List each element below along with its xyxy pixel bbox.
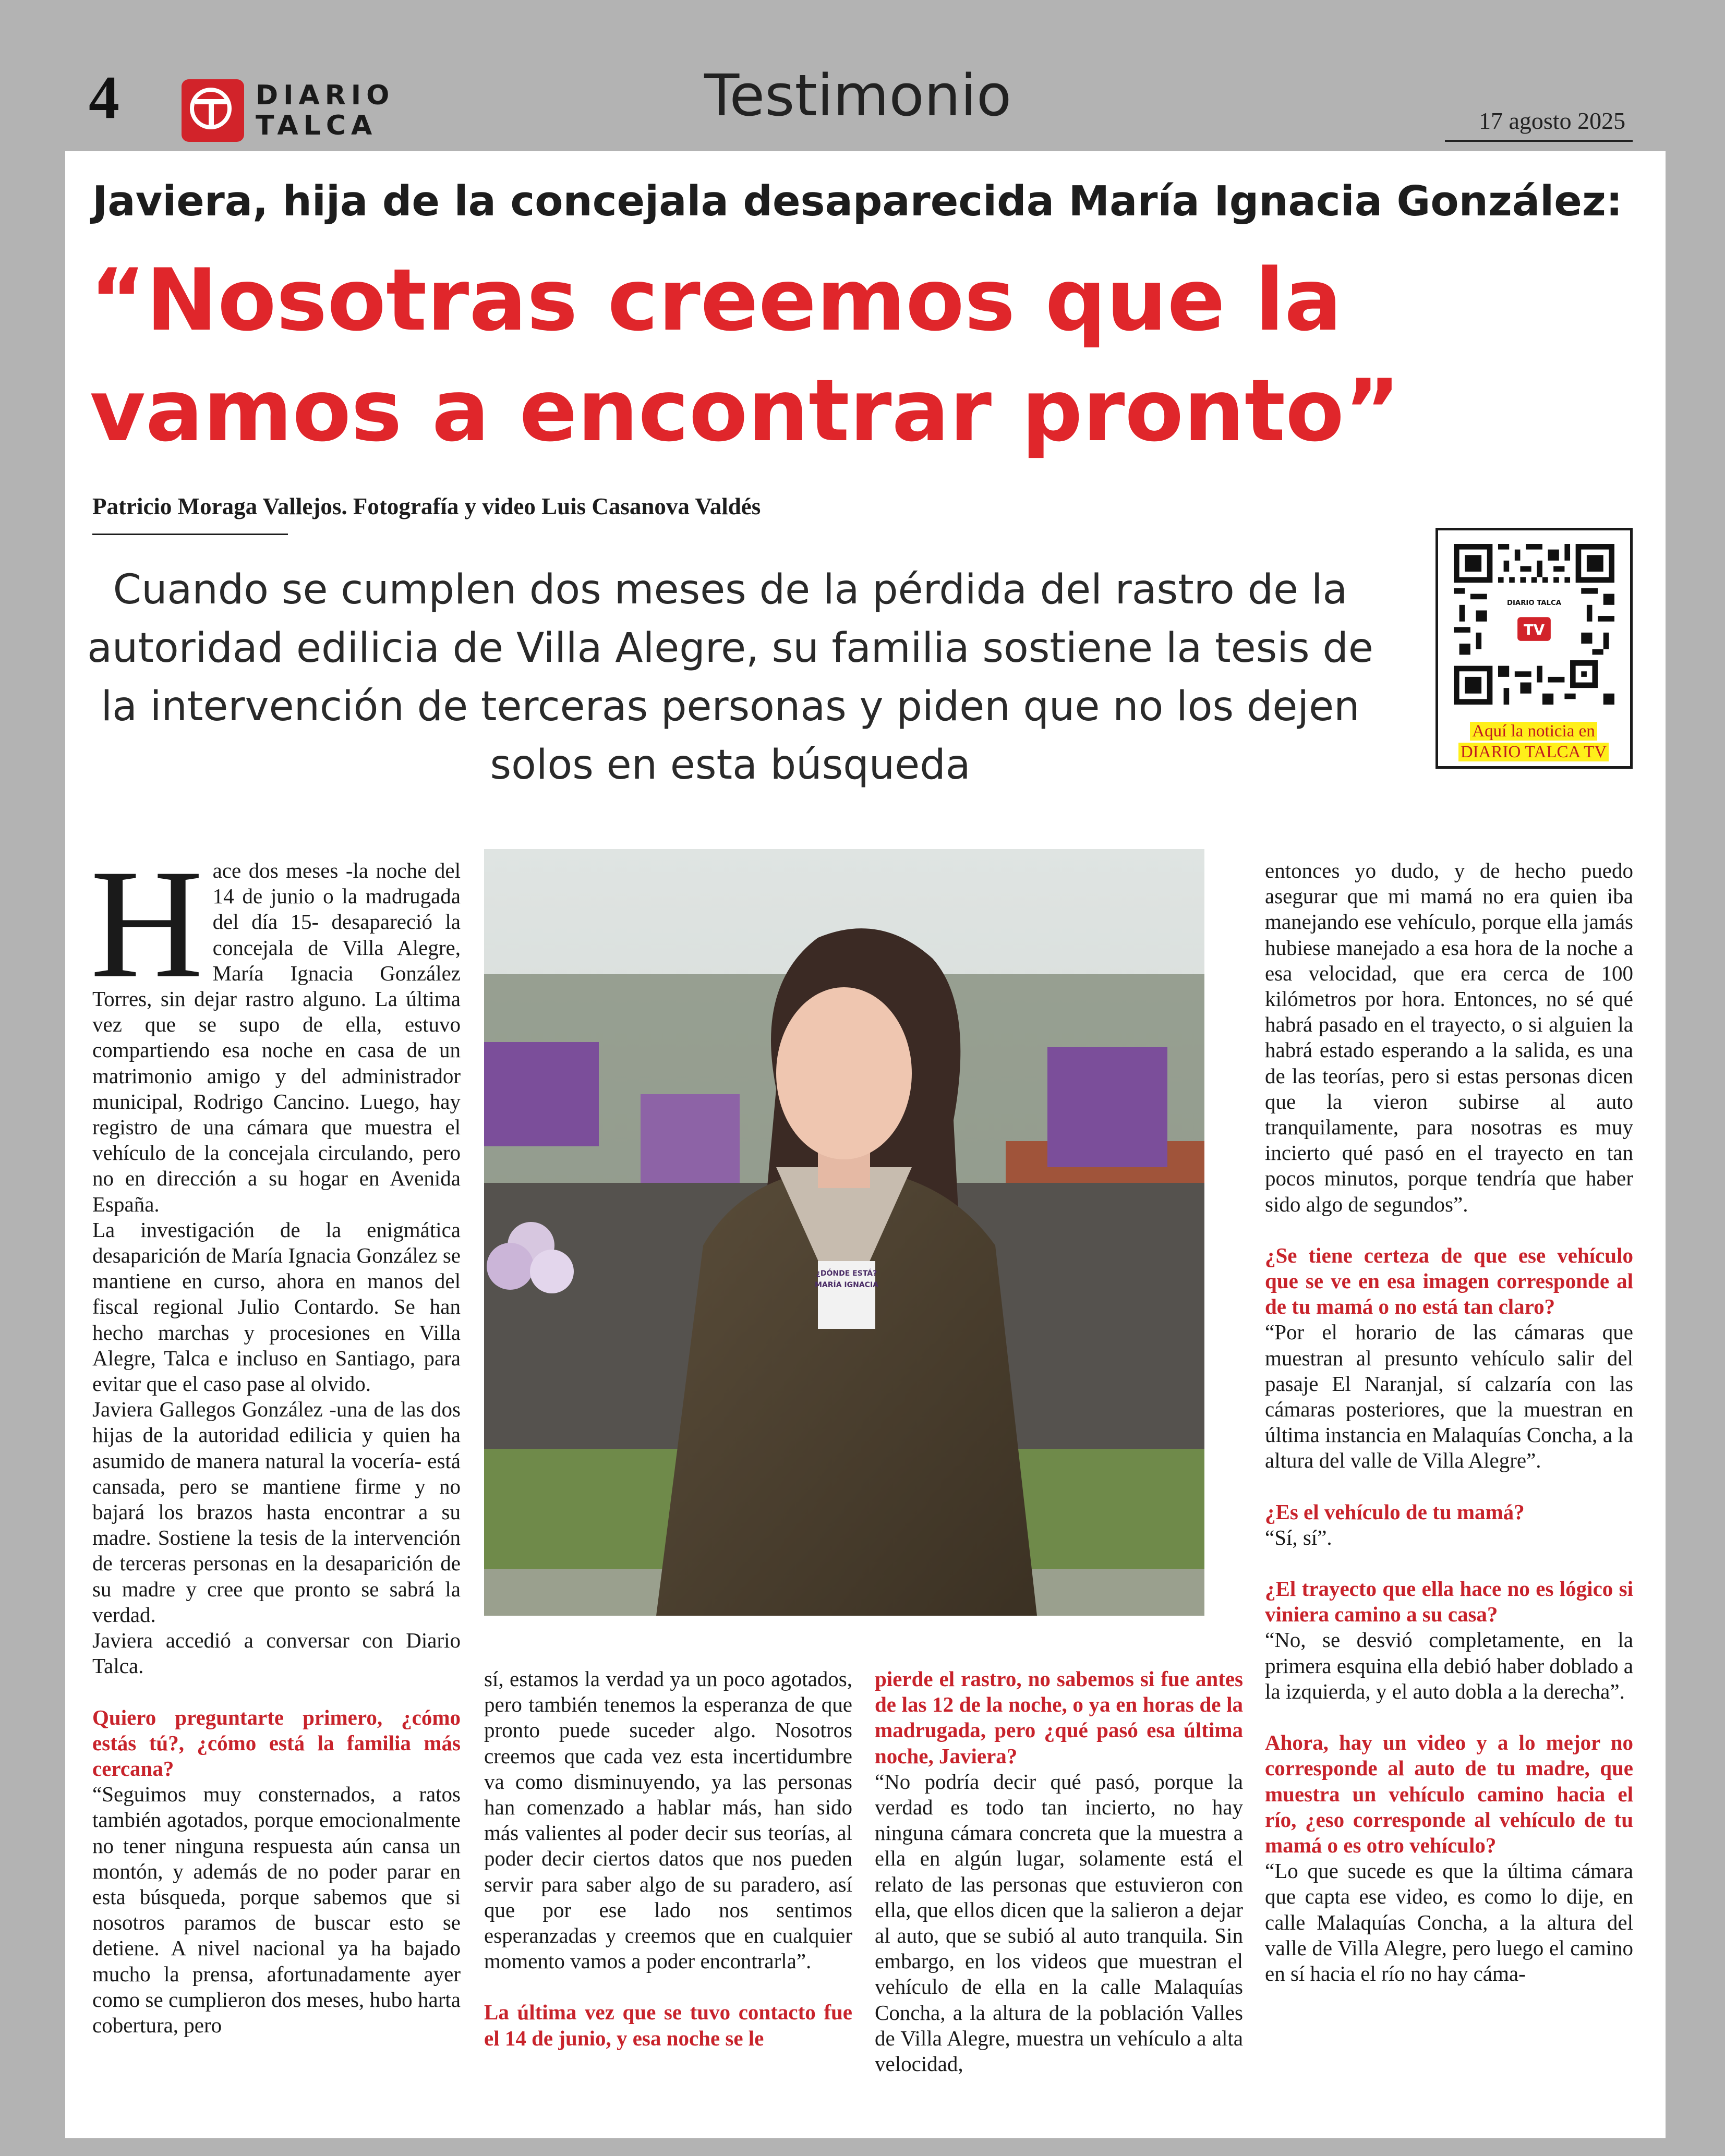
- interview-answer: “Seguimos muy consternados, a ratos también agotados, porque emocionalmente no tener ninguna respuesta aún cansa un montón, y además de no poder parar en esta búsqueda, porque sabemos que si nosotros paramos de buscar esto se detiene. A nivel nacional ya ha bajado mucho la prensa, afortunadamente ayer como se cumplieron dos meses, hubo harta cobertura, pero: [92, 1782, 461, 2037]
- body-paragraph: ace dos meses -la noche del 14 de junio o la madrugada del día 15- desapareció la concejala de Villa Alegre, María Ignacia González Torres, sin dejar rastro alguno. La última vez que se supo de ella, estuvo compartiendo esa noche en casa de un matrimonio amigo y del administrador municipal, Rodrigo Cancino. Luego, hay registro de una cámara que muestra el vehículo de la concejala circulando, pero no en dirección a su hogar en Avenida España.: [92, 858, 461, 1216]
- page-number: 4: [89, 63, 119, 131]
- interview-question: La última vez que se tuvo contacto fue el 14 de junio, y esa noche se le: [484, 2000, 852, 2050]
- date-underline: [1445, 140, 1633, 142]
- article-standfirst: Cuando se cumplen dos meses de la pérdida del rastro de la autoridad edilicia de Villa Alegre, su familia sostiene la tesis de la intervención de terceras personas y piden que no los dejen solos en esta búsqueda: [87, 566, 1373, 789]
- logo-line-2: TALCA: [256, 110, 378, 141]
- article-column-1: [90, 837, 461, 2038]
- article-byline: Patricio Moraga Vallejos. Fotografía y video Luis Casanova Valdés: [92, 493, 761, 519]
- interview-answer: “Sí, sí”.: [1265, 1525, 1332, 1549]
- photo-sign-line-1: ¿DÓNDE ESTÁ?: [816, 1269, 877, 1278]
- byline-rule: [92, 534, 288, 535]
- article-kicker: Javiera, hija de la concejala desaparecida María Ignacia González:: [92, 177, 1623, 225]
- body-paragraph: La investigación de la enigmática desaparición de María Ignacia González se mantiene en curso, ahora en manos del fiscal regional Julio Contardo. Se han hecho marchas y procesiones en Villa Alegre, Talca e incluso en Santiago, para evitar que el caso pase al olvido.: [92, 1217, 461, 1396]
- article-column-4: [1265, 858, 1633, 1987]
- qr-badge-label: DIARIO TALCA: [1506, 599, 1562, 607]
- section-title: Testimonio: [704, 62, 1012, 129]
- body-paragraph: Javiera accedió a conversar con Diario Talca.: [92, 1628, 461, 1678]
- qr-caption-line-2: DIARIO TALCA TV: [1458, 743, 1609, 761]
- interview-question: ¿Se tiene certeza de que ese vehículo que se ve en esa imagen corresponde al de tu mamá o no está tan claro?: [1265, 1243, 1633, 1319]
- logo-line-1: DIARIO: [256, 80, 395, 111]
- qr-caption-line-1: Aquí la noticia en: [1470, 722, 1597, 741]
- interview-question: pierde el rastro, no sabemos si fue antes de las 12 de la noche, o ya en horas de la madrugada, pero ¿qué pasó esa última noche, Javiera?: [875, 1667, 1243, 1768]
- article-column-2: [484, 1666, 852, 2051]
- interview-answer: “No podría decir qué pasó, porque la verdad es todo tan incierto, no hay ninguna cámara concreta que la muestra a ella en algún lugar, solamente está el relato de las personas que estuvieron con ella, que ellos dicen que la salieron a dejar al auto, que se subió al auto tranquila. Sin embargo, en los videos que muestran el vehículo de ella en la calle Malaquías Concha, a la altura de la población Valles de Villa Alegre, muestra un vehículo a alta velocidad,: [875, 1769, 1243, 2076]
- interview-question: Quiero preguntarte primero, ¿cómo estás tú?, ¿cómo está la familia más cercana?: [92, 1705, 461, 1780]
- interview-answer: entonces yo dudo, y de hecho puedo asegurar que mi mamá no era quien iba manejando ese vehículo, porque ella jamás hubiese manejado a esa hora de la noche a esa velocidad, que era cerca de 100 kilómetros por hora. Entonces, no sé qué habrá pasado en el trayecto, o si alguien la habrá estado esperando a la salida, es una de las teorías, pero si estas personas dicen que la vieron subirse al auto tranquilamente, para nosotras es muy incierto qué pasó en el trayecto en tan pocos minutos, porque tendría que haber sido algo de segundos”.: [1265, 858, 1633, 1216]
- qr-badge-tv: TV: [1523, 621, 1545, 639]
- issue-date: 17 agosto 2025: [1479, 107, 1626, 134]
- interview-answer: “No, se desvió completamente, en la primera esquina ella debió haber doblado a la izquierda, y el auto dobla a la derecha”.: [1265, 1628, 1633, 1703]
- interview-question: ¿Es el vehículo de tu mamá?: [1265, 1499, 1525, 1524]
- article-column-3: [875, 1666, 1243, 2077]
- photo-sign-line-2: MARÍA IGNACIA: [814, 1281, 879, 1289]
- qr-caption[interactable]: [1447, 721, 1620, 762]
- masthead-logo-text: [256, 80, 394, 141]
- interview-question: ¿El trayecto que ella hace no es lógico si viniera camino a su casa?: [1265, 1577, 1633, 1627]
- drop-cap: H: [90, 837, 203, 1010]
- article-headline: “Nosotras creemos que la vamos a encontrar pronto”: [90, 250, 1401, 461]
- interview-answer: “Lo que sucede es que la última cámara que capta ese video, es como lo dije, en calle Malaquías Concha, a la altura del valle de Villa Alegre, pero luego el camino en sí hacia el río no hay cáma-: [1265, 1859, 1633, 1985]
- body-paragraph: Javiera Gallegos González -una de las dos hijas de la autoridad edilicia y quien ha asumido de manera natural la vocería- está cansada, pero se mantiene firme y no bajará los brazos hasta encontrar a su madre. Sostiene la tesis de la intervención de terceras personas en la desaparición de su madre y cree que pronto se sabrá la verdad.: [92, 1397, 461, 1627]
- diario-talca-logo-icon: [182, 79, 244, 142]
- portrait-photo: [484, 849, 1204, 1616]
- interview-answer: sí, estamos la verdad ya un poco agotados, pero también tenemos la esperanza de que pronto puede suceder algo. Nosotros creemos que cada vez esta incertidumbre va como disminuyendo, ya las personas han comenzado a hablar más, han sido más valientes al poder decir sus teorías, al poder decir ciertos datos que nos pueden servir para saber algo de su paradero, así que por ese lado nos sentimos esperanzadas y creemos que en cualquier momento vamos a poder encontrarla”.: [484, 1667, 852, 1973]
- qr-code-icon: [1454, 544, 1614, 705]
- interview-answer: “Por el horario de las cámaras que muestran al presunto vehículo salir del pasaje El Naranjal, sí calzaría con las cámaras posteriores, que la muestran en última instancia en Malaquías Concha, a la altura del valle de Villa Alegre”.: [1265, 1320, 1633, 1473]
- portrait-illustration: [484, 849, 1204, 1616]
- interview-question: Ahora, hay un video y a lo mejor no corresponde al auto de tu madre, que muestra un vehículo camino hacia el río, ¿eso corresponde al vehículo de tu mamá o es otro vehículo?: [1265, 1730, 1633, 1857]
